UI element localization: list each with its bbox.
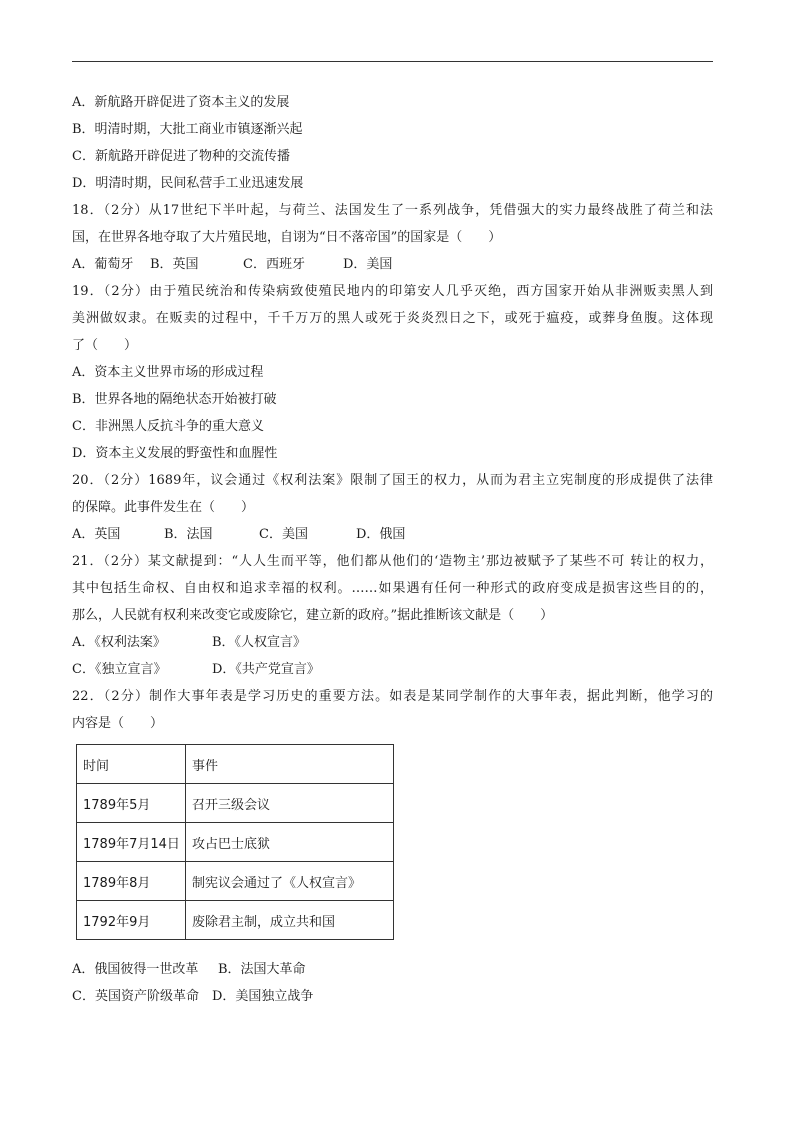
q21-stem-line-2: 其中包括生命权、自由权和追求幸福的权利。……如果遇有任何一种形式的政府变成是损害这些目的的， — [72, 581, 713, 596]
q17-option-d: D．明清时期，民间私营手工业迅速发展 — [72, 176, 304, 191]
q17-option-c: C．新航路开辟促进了物种的交流传播 — [72, 149, 290, 164]
table-row — [77, 901, 394, 940]
q19-option-c: C．非洲黑人反抗斗争的重大意义 — [72, 419, 264, 434]
q20-option-b: B．法国 — [164, 527, 213, 542]
q20-option-a: A．英国 — [72, 527, 121, 542]
q21-stem-line-3: 那么，人民就有权利来改变它或废除它，建立新的政府。”据此推断该文献是（ ） — [72, 608, 554, 623]
table-cell-date: 1792年9月 — [77, 901, 186, 940]
q18-option-c: C．西班牙 — [243, 257, 305, 272]
table-cell-event: 废除君主制，成立共和国 — [186, 901, 394, 940]
q18-option-b: B．英国 — [150, 257, 199, 272]
table-header-row — [77, 745, 394, 784]
q19-option-d: D．资本主义发展的野蛮性和血腥性 — [72, 446, 278, 461]
q20-stem-line-2: 的保障。此事件发生在（ ） — [72, 500, 255, 515]
table-cell-date: 1789年7月14日 — [77, 823, 186, 862]
q22-option-d: D．美国独立战争 — [212, 989, 314, 1004]
q19-stem-line-2: 美洲做奴隶。在贩卖的过程中，千千万万的黑人或死于炎炎烈日之下，或死于瘟疫，或葬身鱼腹。这体现 — [72, 311, 713, 326]
q22-option-a: A．俄国彼得一世改革 — [72, 962, 199, 977]
q21-option-c: C．《独立宣言》 — [72, 662, 167, 677]
q19-option-a: A．资本主义世界市场的形成过程 — [72, 365, 264, 380]
q20-option-d: D．俄国 — [356, 527, 406, 542]
table-cell-event: 召开三级会议 — [186, 784, 394, 823]
q21-option-a: A．《权利法案》 — [72, 635, 166, 650]
q18-option-d: D．美国 — [343, 257, 393, 272]
table-header-time: 时间 — [77, 745, 186, 784]
q19-stem-line-3: 了（ ） — [72, 338, 138, 353]
q18-option-a: A．葡萄牙 — [72, 257, 134, 272]
q22-stem-line-1: 22．（2分）制作大事年表是学习历史的重要方法。如表是某同学制作的大事年表，据此判断，他学习的 — [72, 689, 713, 704]
table-row — [77, 784, 394, 823]
q21-option-b: B．《人权宣言》 — [212, 635, 307, 650]
q20-stem-line-1: 20．（2分）1689年，议会通过《权利法案》限制了国王的权力，从而为君主立宪制度的形成提供了法律 — [72, 473, 713, 488]
q22-option-c: C．英国资产阶级革命 — [72, 989, 199, 1004]
table-cell-event: 攻占巴士底狱 — [186, 823, 394, 862]
table-row — [77, 823, 394, 862]
table-cell-date: 1789年5月 — [77, 784, 186, 823]
q22-option-b: B．法国大革命 — [218, 962, 306, 977]
q21-option-d: D．《共产党宣言》 — [212, 662, 320, 677]
q20-option-c: C．美国 — [259, 527, 308, 542]
q18-stem-line-1: 18．（2分）从17世纪下半叶起，与荷兰、法国发生了一系列战争，凭借强大的实力最终战胜了荷兰和法 — [72, 203, 713, 218]
table-header-event: 事件 — [186, 745, 394, 784]
q17-option-a: A．新航路开辟促进了资本主义的发展 — [72, 95, 290, 110]
q19-option-b: B．世界各地的隔绝状态开始被打破 — [72, 392, 277, 407]
table-row — [77, 862, 394, 901]
q18-stem-line-2: 国，在世界各地夺取了大片殖民地，自诩为“日不落帝国”的国家是（ ） — [72, 230, 502, 245]
q17-option-b: B．明清时期，大批工商业市镇逐渐兴起 — [72, 122, 303, 137]
event-timeline-table — [76, 744, 394, 940]
q22-stem-line-2: 内容是（ ） — [72, 716, 164, 731]
table-cell-date: 1789年8月 — [77, 862, 186, 901]
q21-stem-line-1: 21．（2分）某文献提到：“人人生而平等，他们都从他们的‘造物主’那边被赋予了某些不可 转让的权力， — [72, 554, 713, 569]
q19-stem-line-1: 19．（2分）由于殖民统治和传染病致使殖民地内的印第安人几乎灭绝，西方国家开始从非洲贩卖黑人到 — [72, 284, 713, 299]
table-cell-event: 制宪议会通过了《人权宣言》 — [186, 862, 394, 901]
header-rule — [72, 61, 713, 62]
